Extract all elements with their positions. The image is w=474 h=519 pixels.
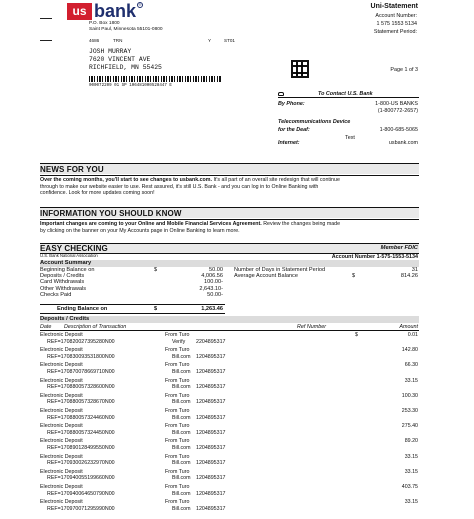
checking-title: EASY CHECKING bbox=[40, 244, 108, 253]
deposit-from: From Turo bbox=[165, 332, 190, 338]
deposit-from: From Turo bbox=[165, 408, 190, 414]
postal-barcode bbox=[89, 76, 221, 82]
phone-label: By Phone: bbox=[278, 101, 305, 107]
deposit-sub-ref: REF=170870078669710N00 bbox=[47, 368, 115, 375]
deposit-from: From Turo bbox=[165, 484, 190, 490]
deposits-header-rule bbox=[40, 330, 419, 331]
deposits-header-band bbox=[40, 316, 419, 323]
news-bottom-rule bbox=[40, 175, 419, 176]
deposit-description: Electronic Deposit bbox=[40, 453, 83, 460]
deposit-amount: 33.15 bbox=[404, 453, 418, 460]
deposit-from: From Turo bbox=[165, 499, 190, 506]
summary-row-label: Other Withdrawals bbox=[40, 285, 87, 292]
deposit-amount: 33.15 bbox=[404, 499, 418, 506]
deposit-sub-id: 1204895317 bbox=[196, 414, 226, 421]
deposit-sub-id: 1204895317 bbox=[196, 368, 226, 375]
col-header-ref: Ref Number bbox=[297, 324, 327, 330]
fold-mark bbox=[40, 40, 52, 41]
account-number-label: Account Number: bbox=[375, 13, 417, 19]
deposit-sub-ref: REF=170890128499550N00 bbox=[47, 444, 115, 451]
deposit-sub-from: Bill.com bbox=[172, 475, 191, 482]
deposit-sub-id: 1204895317 bbox=[196, 384, 226, 391]
summary-row-label: Checks Paid bbox=[40, 291, 72, 298]
deposit-sub-from: Verify bbox=[172, 338, 186, 345]
routing-code-d: ST01 bbox=[224, 38, 235, 43]
info-line-1 bbox=[40, 221, 419, 228]
deposit-sub-from: Bill.com bbox=[172, 384, 191, 391]
deposit-sub-from: Bill.com bbox=[172, 444, 191, 451]
deposit-from: From Turo bbox=[165, 347, 190, 354]
info-line-1-rest: Review the changes being made bbox=[261, 221, 341, 227]
page-indicator: Page 1 of 3 bbox=[390, 67, 418, 73]
info-body bbox=[40, 221, 419, 234]
internet-label: Internet: bbox=[278, 140, 300, 146]
deposit-sub-ref: REF=170940064650790N00 bbox=[47, 490, 115, 497]
recipient-city: RICHFIELD, MN 55425 bbox=[89, 64, 162, 71]
info-line-1-bold: Important changes are coming to your Online and Mobile Financial Services Agreement. bbox=[40, 221, 262, 227]
deposits-title: Deposits / Credits bbox=[40, 316, 90, 322]
recipient-name: JOSH MURRAY bbox=[89, 48, 132, 55]
deposit-from: From Turo bbox=[165, 392, 190, 399]
avg-balance-currency: $ bbox=[352, 273, 356, 279]
deposit-amount: 275.40 bbox=[401, 423, 418, 430]
deposit-from: From Turo bbox=[165, 468, 190, 475]
routing-code-c: Y bbox=[208, 38, 212, 43]
deposit-sub-ref: REF=170830093531800N00 bbox=[47, 353, 115, 360]
days-value: 31 bbox=[411, 267, 418, 273]
news-line-2: through to make our website easier to use. Rest assured, it's still U.S. Bank - and you can log in to Online Banking with bbox=[40, 183, 319, 190]
news-line-1-rest: It's all part of an overall site redesign that will continue bbox=[211, 177, 340, 183]
deposit-sub-ref: REF=170880057328670N00 bbox=[47, 399, 115, 406]
deposit-sub-id: 1204895317 bbox=[196, 475, 226, 482]
col-header-description: Description of Transaction bbox=[64, 324, 127, 330]
deposit-amount: 100.30 bbox=[401, 392, 418, 399]
deposit-description: Electronic Deposit bbox=[40, 347, 83, 354]
col-header-date: Date bbox=[40, 324, 52, 330]
info-title: INFORMATION YOU SHOULD KNOW bbox=[40, 209, 182, 218]
bank-logo-text: bank bbox=[94, 1, 137, 21]
statement-title: Uni-Statement bbox=[370, 3, 418, 10]
deposit-sub-from: Bill.com bbox=[172, 505, 191, 512]
deposit-description: Electronic Deposit bbox=[40, 332, 83, 338]
bank-logo-us: us bbox=[67, 3, 92, 20]
avg-balance-label: Average Account Balance bbox=[234, 273, 298, 279]
deposit-description: Electronic Deposit bbox=[40, 392, 83, 399]
deposit-sub-from: Bill.com bbox=[172, 353, 191, 360]
deposit-amount: 142.80 bbox=[401, 347, 418, 354]
recipient-street: 7620 VINCENT AVE bbox=[89, 56, 151, 63]
deposit-amount: 0.01 bbox=[407, 332, 418, 338]
deposit-from: From Turo bbox=[165, 453, 190, 460]
ending-balance-label: Ending Balance on bbox=[57, 306, 108, 312]
ending-balance-rule bbox=[40, 304, 225, 305]
deposit-from: From Turo bbox=[165, 423, 190, 430]
tdd-text-label: Text bbox=[345, 135, 355, 141]
deposit-sub-from: Bill.com bbox=[172, 399, 191, 406]
summary-row-currency: $ bbox=[154, 267, 158, 273]
summary-row-amount: 4,006.56 bbox=[201, 273, 223, 280]
deposit-sub-id: 1204895317 bbox=[196, 490, 226, 497]
phone-icon bbox=[278, 92, 284, 96]
contact-heading: To Contact U.S. Bank bbox=[318, 91, 373, 97]
deposit-description: Electronic Deposit bbox=[40, 499, 83, 506]
deposit-description: Electronic Deposit bbox=[40, 484, 83, 490]
tdd-number[interactable]: 1-800-685-5065 bbox=[379, 127, 418, 133]
deposit-sub-ref: REF=170940055199660N00 bbox=[47, 475, 115, 482]
deposit-amount: 253.30 bbox=[401, 408, 418, 414]
deposit-from: From Turo bbox=[165, 377, 190, 384]
news-line-3: confidence. Look for more updates coming soon! bbox=[40, 190, 155, 197]
ending-balance-underline bbox=[40, 313, 225, 314]
summary-row-label: Beginning Balance on bbox=[40, 267, 95, 273]
fold-mark bbox=[40, 18, 52, 19]
summary-row-amount: 100.00- bbox=[204, 279, 223, 286]
deposit-sub-from: Bill.com bbox=[172, 414, 191, 421]
deposit-sub-from: Bill.com bbox=[172, 460, 191, 467]
summary-row-amount: 2,643.10- bbox=[199, 285, 223, 292]
deposit-amount: 66.30 bbox=[404, 362, 418, 369]
deposit-amount: 33.15 bbox=[404, 468, 418, 475]
news-title: NEWS FOR YOU bbox=[40, 165, 104, 174]
deposit-sub-ref: REF=170880057324450N00 bbox=[47, 429, 115, 436]
deposit-sub-id: 1204895317 bbox=[196, 444, 226, 451]
deposit-sub-from: Bill.com bbox=[172, 490, 191, 497]
deposit-description: Electronic Deposit bbox=[40, 423, 83, 430]
avg-balance-value: 814.26 bbox=[400, 273, 418, 279]
info-bottom-rule bbox=[40, 219, 419, 220]
deposit-amount: 89.20 bbox=[404, 438, 418, 445]
mail-code: 000072209 01 SP 106481000528447 E bbox=[89, 84, 172, 88]
phone-number-1[interactable]: 1-800-US BANKS bbox=[375, 101, 418, 107]
routing-code-a: 4686 bbox=[89, 38, 100, 43]
contact-divider bbox=[278, 97, 419, 98]
summary-row-amount: 50.00 bbox=[209, 267, 223, 273]
summary-row-label: Card Withdrawals bbox=[40, 279, 85, 286]
account-number-value: 1 575 1553 5134 bbox=[376, 21, 417, 27]
deposit-sub-from: Bill.com bbox=[172, 429, 191, 436]
col-header-amount: Amount bbox=[399, 324, 418, 330]
checking-account-number: Account Number 1-575-1553-5134 bbox=[331, 254, 418, 260]
deposit-sub-ref: REF=170970071295990N00 bbox=[47, 505, 115, 512]
deposit-description: Electronic Deposit bbox=[40, 468, 83, 475]
tdd-label-2: for the Deaf: bbox=[278, 127, 310, 133]
deposit-amount: 33.15 bbox=[404, 377, 418, 384]
deposit-sub-id: 1204895317 bbox=[196, 353, 226, 360]
qr-code-icon bbox=[291, 60, 309, 78]
news-line-1-bold: Over the coming months, you'll start to see changes to usbank.com. bbox=[40, 177, 212, 183]
deposit-amount: 403.75 bbox=[401, 484, 418, 490]
statement-period-label: Statement Period: bbox=[373, 29, 417, 35]
deposit-sub-ref: REF=170880057328600N00 bbox=[47, 384, 115, 391]
summary-title: Account Summary bbox=[40, 260, 92, 266]
deposit-sub-id: 1204895317 bbox=[196, 460, 226, 467]
deposit-dollar: $ bbox=[355, 332, 358, 338]
internet-link[interactable]: usbank.com bbox=[388, 140, 418, 146]
news-line-1 bbox=[40, 177, 419, 184]
bank-address-line2: Saint Paul, Minnesota 55101-0800 bbox=[89, 27, 163, 32]
deposit-description: Electronic Deposit bbox=[40, 408, 83, 414]
deposit-sub-ref: REF=170930026232970N00 bbox=[47, 460, 115, 467]
summary-row-label: Deposits / Credits bbox=[40, 273, 85, 280]
deposit-sub-id: 2204895317 bbox=[196, 338, 226, 345]
news-body bbox=[40, 177, 419, 197]
deposit-sub-id: 1204895317 bbox=[196, 505, 226, 512]
ending-balance-amount: 1,263.46 bbox=[201, 306, 223, 312]
deposit-from: From Turo bbox=[165, 362, 190, 369]
deposit-from: From Turo bbox=[165, 438, 190, 445]
summary-row-amount: 50.00- bbox=[207, 291, 223, 298]
bank-association: U.S. Bank National Association bbox=[40, 253, 98, 258]
deposit-description: Electronic Deposit bbox=[40, 362, 83, 369]
routing-code-b: TRN bbox=[113, 38, 123, 43]
deposit-sub-ref: REF=170820027395280N00 bbox=[47, 338, 115, 345]
deposit-sub-ref: REF=170880057324460N00 bbox=[47, 414, 115, 421]
deposit-description: Electronic Deposit bbox=[40, 377, 83, 384]
deposit-sub-id: 1204895317 bbox=[196, 399, 226, 406]
tdd-label-1: Telecommunications Device bbox=[278, 119, 351, 125]
deposit-description: Electronic Deposit bbox=[40, 438, 83, 445]
member-fdic: Member FDIC bbox=[380, 245, 418, 251]
days-label: Number of Days in Statement Period bbox=[234, 267, 326, 273]
summary-header-band bbox=[40, 260, 419, 267]
phone-number-2[interactable]: (1-800772-2657) bbox=[377, 108, 418, 114]
bank-address-line1: P.O. Box 1800 bbox=[89, 21, 120, 26]
info-line-2: by clicking on the banner on your My Accounts page in Online Banking to learn more. bbox=[40, 227, 240, 234]
ending-balance-currency: $ bbox=[154, 306, 158, 312]
deposit-sub-from: Bill.com bbox=[172, 368, 191, 375]
deposit-sub-id: 1204895317 bbox=[196, 429, 226, 436]
registered-mark-icon: ® bbox=[138, 2, 142, 7]
